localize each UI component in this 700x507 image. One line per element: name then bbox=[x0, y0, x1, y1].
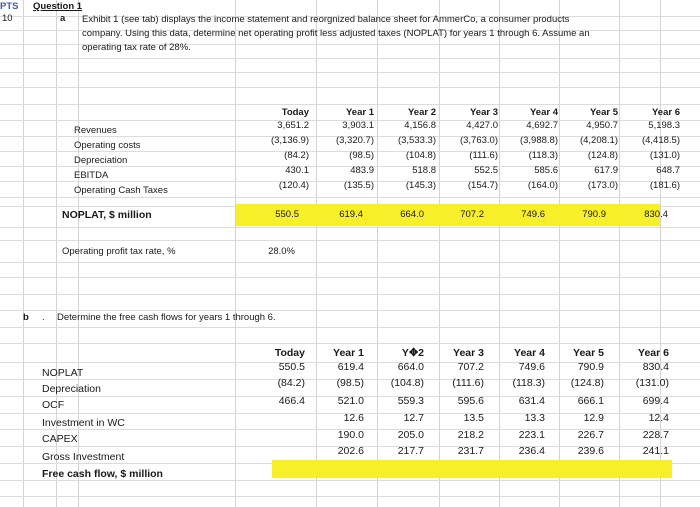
table-cell: (84.2) bbox=[284, 150, 309, 161]
table-cell: 226.7 bbox=[577, 429, 604, 441]
row-label: Operating costs bbox=[74, 140, 141, 151]
table-cell: 190.0 bbox=[337, 429, 364, 441]
grid-line bbox=[23, 0, 24, 507]
table-cell: 217.7 bbox=[397, 445, 424, 457]
table-cell: 239.6 bbox=[577, 445, 604, 457]
question-title: Question 1 bbox=[33, 1, 83, 12]
noplat-cell: 707.2 bbox=[460, 209, 484, 220]
noplat-cell: 749.6 bbox=[521, 209, 545, 220]
table-cell: (145.3) bbox=[405, 180, 436, 191]
table-cell: (4,208.1) bbox=[579, 135, 618, 146]
table-cell: 619.4 bbox=[337, 361, 364, 373]
table-cell: 666.1 bbox=[577, 395, 604, 407]
table-cell: 790.9 bbox=[577, 361, 604, 373]
table-cell: (104.8) bbox=[405, 150, 436, 161]
row-label: Depreciation bbox=[42, 383, 101, 395]
table-cell: (173.0) bbox=[587, 180, 618, 191]
col-header-prefix: Y bbox=[401, 347, 409, 359]
grid-line bbox=[235, 0, 236, 507]
table-cell: (3,136.9) bbox=[270, 135, 309, 146]
points-value: 10 bbox=[2, 13, 13, 24]
row-label: NOPLAT bbox=[42, 367, 84, 379]
row-label: Free cash flow, $ million bbox=[42, 468, 163, 480]
table-cell: (124.8) bbox=[570, 377, 604, 389]
table-cell: 483.9 bbox=[350, 165, 374, 176]
table-cell: 4,692.7 bbox=[526, 120, 558, 131]
table-cell: 13.5 bbox=[463, 412, 484, 424]
table-cell: (164.0) bbox=[527, 180, 558, 191]
col-header: Today bbox=[281, 107, 309, 118]
col-header: Year 2 bbox=[408, 107, 436, 118]
table-cell: 585.6 bbox=[534, 165, 558, 176]
move-cursor-icon: ✥ bbox=[408, 347, 419, 359]
table-cell: 4,156.8 bbox=[404, 120, 436, 131]
col-header: Year 3 bbox=[470, 107, 498, 118]
table-cell: (131.0) bbox=[649, 150, 680, 161]
noplat-cell: 664.0 bbox=[400, 209, 424, 220]
noplat-cell: 550.5 bbox=[275, 209, 299, 220]
table-cell: (3,988.8) bbox=[519, 135, 558, 146]
table-cell: (118.3) bbox=[528, 150, 558, 161]
table-cell: 241.1 bbox=[642, 445, 669, 457]
table-cell: (154.7) bbox=[467, 180, 498, 191]
col-header: Today bbox=[274, 347, 305, 359]
pts-label: PTS bbox=[0, 1, 19, 12]
table-cell: (181.6) bbox=[649, 180, 680, 191]
table-cell: 13.3 bbox=[524, 412, 545, 424]
table-cell: 749.6 bbox=[518, 361, 545, 373]
table-cell: 218.2 bbox=[457, 429, 484, 441]
col-header-year2 bbox=[366, 347, 424, 359]
table-cell: (3,320.7) bbox=[335, 135, 374, 146]
row-label: EBITDA bbox=[74, 170, 109, 181]
table-cell: 595.6 bbox=[457, 395, 484, 407]
row-label: Operating Cash Taxes bbox=[74, 185, 168, 196]
table-cell: 664.0 bbox=[397, 361, 424, 373]
table-cell: 430.1 bbox=[285, 165, 309, 176]
table-cell: 521.0 bbox=[337, 395, 364, 407]
table-cell: 231.7 bbox=[457, 445, 484, 457]
row-label: Gross Investment bbox=[42, 451, 125, 463]
table-cell: (124.8) bbox=[587, 150, 618, 161]
table-cell: (135.5) bbox=[343, 180, 374, 191]
prompt-a-line3: operating tax rate of 28%. bbox=[82, 42, 191, 53]
col-header: Year 3 bbox=[453, 347, 484, 359]
table-cell: 5,198.3 bbox=[648, 120, 680, 131]
table-cell: 228.7 bbox=[642, 429, 669, 441]
row-label: OCF bbox=[42, 399, 65, 411]
table-cell: 550.5 bbox=[278, 361, 305, 373]
table-cell: 223.1 bbox=[518, 429, 545, 441]
table-cell: 12.7 bbox=[403, 412, 424, 424]
table-cell: 4,950.7 bbox=[586, 120, 618, 131]
col-header: Year 6 bbox=[638, 347, 669, 359]
table-cell: (131.0) bbox=[635, 377, 669, 389]
tax-rate-value: 28.0% bbox=[268, 246, 295, 257]
col-header: Year 1 bbox=[346, 107, 374, 118]
noplat-cell: 830.4 bbox=[644, 209, 668, 220]
row-label: Revenues bbox=[74, 125, 117, 136]
col-header: Year 5 bbox=[573, 347, 604, 359]
part-b-dot: . bbox=[42, 312, 45, 323]
table-cell: (111.6) bbox=[452, 377, 484, 389]
noplat-cell: 619.4 bbox=[339, 209, 363, 220]
table-cell: 559.3 bbox=[397, 395, 424, 407]
table-cell: (118.3) bbox=[512, 377, 545, 389]
table-cell: (98.5) bbox=[349, 150, 374, 161]
table-cell: (4,418.5) bbox=[641, 135, 680, 146]
table-cell: 12.4 bbox=[648, 412, 669, 424]
table-cell: 648.7 bbox=[656, 165, 680, 176]
table-cell: 12.6 bbox=[343, 412, 364, 424]
fcf-highlight-today bbox=[272, 460, 316, 478]
table-cell: 617.9 bbox=[594, 165, 618, 176]
prompt-a-line1: Exhibit 1 (see tab) displays the income statement and reorgnized balance sheet for AmmerCo, a consumer products bbox=[82, 14, 570, 25]
row-label: Investment in WC bbox=[42, 417, 125, 429]
table-cell: 12.9 bbox=[583, 412, 604, 424]
table-cell: 707.2 bbox=[457, 361, 484, 373]
part-a-label: a bbox=[60, 13, 66, 24]
col-header: Year 1 bbox=[333, 347, 364, 359]
table-cell: (120.4) bbox=[278, 180, 309, 191]
fcf-highlight bbox=[316, 460, 672, 478]
noplat-cell: 790.9 bbox=[582, 209, 606, 220]
table-cell: 4,427.0 bbox=[466, 120, 498, 131]
table-cell: 3,903.1 bbox=[342, 120, 374, 131]
table-cell: 830.4 bbox=[642, 361, 669, 373]
grid-line bbox=[56, 0, 57, 507]
table-cell: (84.2) bbox=[277, 377, 305, 389]
table-cell: (98.5) bbox=[336, 377, 364, 389]
prompt-b: Determine the free cash flows for years 1 through 6. bbox=[57, 312, 276, 323]
table-cell: 3,651.2 bbox=[277, 120, 309, 131]
col-header: Year 5 bbox=[590, 107, 618, 118]
col-header: Year 6 bbox=[652, 107, 680, 118]
table-cell: 205.0 bbox=[397, 429, 424, 441]
table-cell: (3,763.0) bbox=[459, 135, 498, 146]
prompt-a-line2: company. Using this data, determine net operating profit less adjusted taxes (NOPLAT) for years 1 through 6. Assume an bbox=[82, 28, 590, 39]
col-header-suffix: 2 bbox=[418, 347, 424, 359]
part-b-label: b bbox=[23, 312, 29, 323]
col-header: Year 4 bbox=[514, 347, 545, 359]
table-cell: (3,533.3) bbox=[397, 135, 436, 146]
table-cell: 466.4 bbox=[278, 395, 305, 407]
table-cell: 236.4 bbox=[518, 445, 545, 457]
row-label: Depreciation bbox=[74, 155, 128, 166]
noplat-label: NOPLAT, $ million bbox=[62, 209, 152, 221]
table-cell: (111.6) bbox=[469, 150, 498, 161]
table-cell: 552.5 bbox=[474, 165, 498, 176]
table-cell: (104.8) bbox=[390, 377, 424, 389]
table-cell: 631.4 bbox=[518, 395, 545, 407]
table-cell: 699.4 bbox=[642, 395, 669, 407]
table-cell: 518.8 bbox=[412, 165, 436, 176]
col-header: Year 4 bbox=[530, 107, 558, 118]
row-label: CAPEX bbox=[42, 433, 78, 445]
table-cell: 202.6 bbox=[337, 445, 364, 457]
tax-rate-label: Operating profit tax rate, % bbox=[62, 246, 176, 257]
